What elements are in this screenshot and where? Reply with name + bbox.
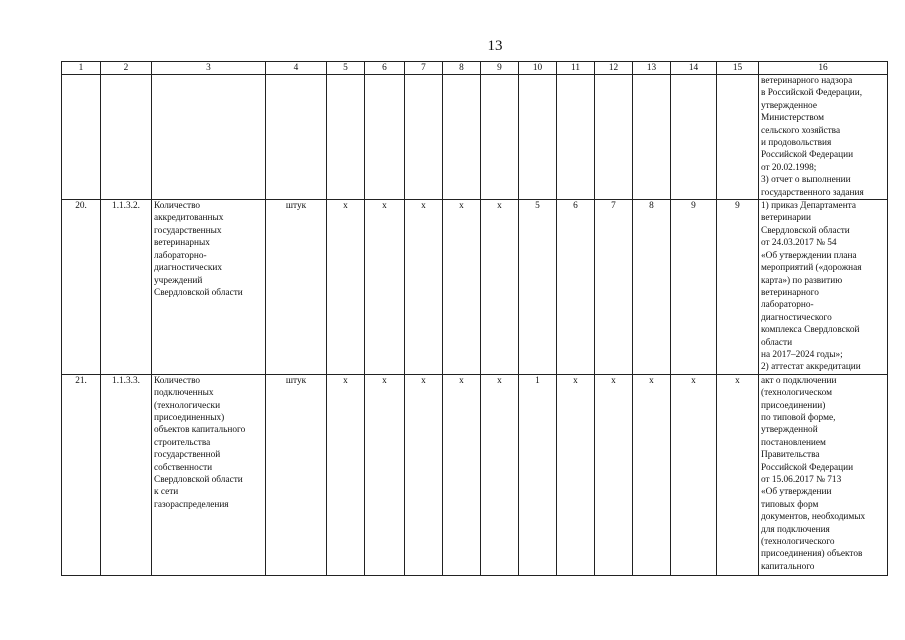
column-number: 2 <box>101 62 152 75</box>
column-number: 5 <box>327 62 365 75</box>
column-number-row <box>62 62 888 75</box>
table-row-21 <box>62 374 888 575</box>
source-document-cell: 1) приказ Департамента ветеринарии Свердловской области от 24.03.2017 № 54 «Об утверждении плана мероприятий («дорожная карта») по развитию ветеринарного лабораторно- диагностического комплекса Свердловской области на 2017–2024 годы»; 2) аттестат аккредитации <box>759 200 888 375</box>
row-index-cell <box>62 75 101 200</box>
column-number: 1 <box>62 62 101 75</box>
column-number: 10 <box>519 62 557 75</box>
column-number: 11 <box>557 62 595 75</box>
column-number: 7 <box>405 62 443 75</box>
page-number: 13 <box>487 38 503 54</box>
unit-cell: штук <box>266 200 327 375</box>
item-code-cell: 1.1.3.3. <box>101 374 152 575</box>
table-row-continuation <box>62 75 888 200</box>
value-cell: 6 <box>557 200 595 375</box>
column-number: 12 <box>595 62 633 75</box>
indicator-name-cell: Количество аккредитованных государственных ветеринарных лабораторно- диагностических учреждений Свердловской области <box>152 200 266 375</box>
value-cell <box>595 75 633 200</box>
value-cell <box>557 75 595 200</box>
indicator-table <box>61 61 888 576</box>
value-cell <box>443 75 481 200</box>
value-cell: x <box>481 374 519 575</box>
unit-cell: штук <box>266 374 327 575</box>
value-cell: x <box>481 200 519 375</box>
item-code-cell <box>101 75 152 200</box>
column-number: 3 <box>152 62 266 75</box>
column-number: 9 <box>481 62 519 75</box>
value-cell <box>717 75 759 200</box>
value-cell: x <box>633 374 671 575</box>
value-cell: 9 <box>671 200 717 375</box>
column-number: 4 <box>266 62 327 75</box>
value-cell <box>519 75 557 200</box>
value-cell: 5 <box>519 200 557 375</box>
source-document-cell: ветеринарного надзора в Российской Федерации, утвержденное Министерством сельского хозяйства и продовольствия Российской Федерации от 20.02.1998; 3) отчет о выполнении государственного задания <box>759 75 888 200</box>
value-cell: x <box>405 200 443 375</box>
value-cell: x <box>405 374 443 575</box>
indicator-name-cell: Количество подключенных (технологически присоединенных) объектов капитального строительства государственной собственности Свердловской области к сети газораспределения <box>152 374 266 575</box>
indicator-name-cell <box>152 75 266 200</box>
column-number: 14 <box>671 62 717 75</box>
value-cell: 7 <box>595 200 633 375</box>
row-index-cell: 20. <box>62 200 101 375</box>
value-cell: 9 <box>717 200 759 375</box>
value-cell: x <box>717 374 759 575</box>
value-cell: x <box>671 374 717 575</box>
column-number: 13 <box>633 62 671 75</box>
value-cell: x <box>557 374 595 575</box>
value-cell: x <box>365 200 405 375</box>
value-cell <box>327 75 365 200</box>
value-cell: x <box>443 374 481 575</box>
value-cell <box>481 75 519 200</box>
value-cell: x <box>443 200 481 375</box>
table-row-20 <box>62 200 888 375</box>
column-number: 15 <box>717 62 759 75</box>
column-number: 8 <box>443 62 481 75</box>
value-cell: 8 <box>633 200 671 375</box>
item-code-cell: 1.1.3.2. <box>101 200 152 375</box>
value-cell <box>405 75 443 200</box>
value-cell: x <box>327 200 365 375</box>
value-cell: x <box>327 374 365 575</box>
row-index-cell: 21. <box>62 374 101 575</box>
value-cell <box>365 75 405 200</box>
source-document-cell: акт о подключении (технологическом присоединении) по типовой форме, утвержденной постановлением Правительства Российской Федерации от 15.06.2017 № 713 «Об утверждении типовых форм документов, необходимых для подключения (технологического присоединения) объектов капитального <box>759 374 888 575</box>
value-cell: x <box>365 374 405 575</box>
column-number: 16 <box>759 62 888 75</box>
value-cell <box>671 75 717 200</box>
value-cell <box>633 75 671 200</box>
value-cell: x <box>595 374 633 575</box>
column-number: 6 <box>365 62 405 75</box>
value-cell: 1 <box>519 374 557 575</box>
unit-cell <box>266 75 327 200</box>
